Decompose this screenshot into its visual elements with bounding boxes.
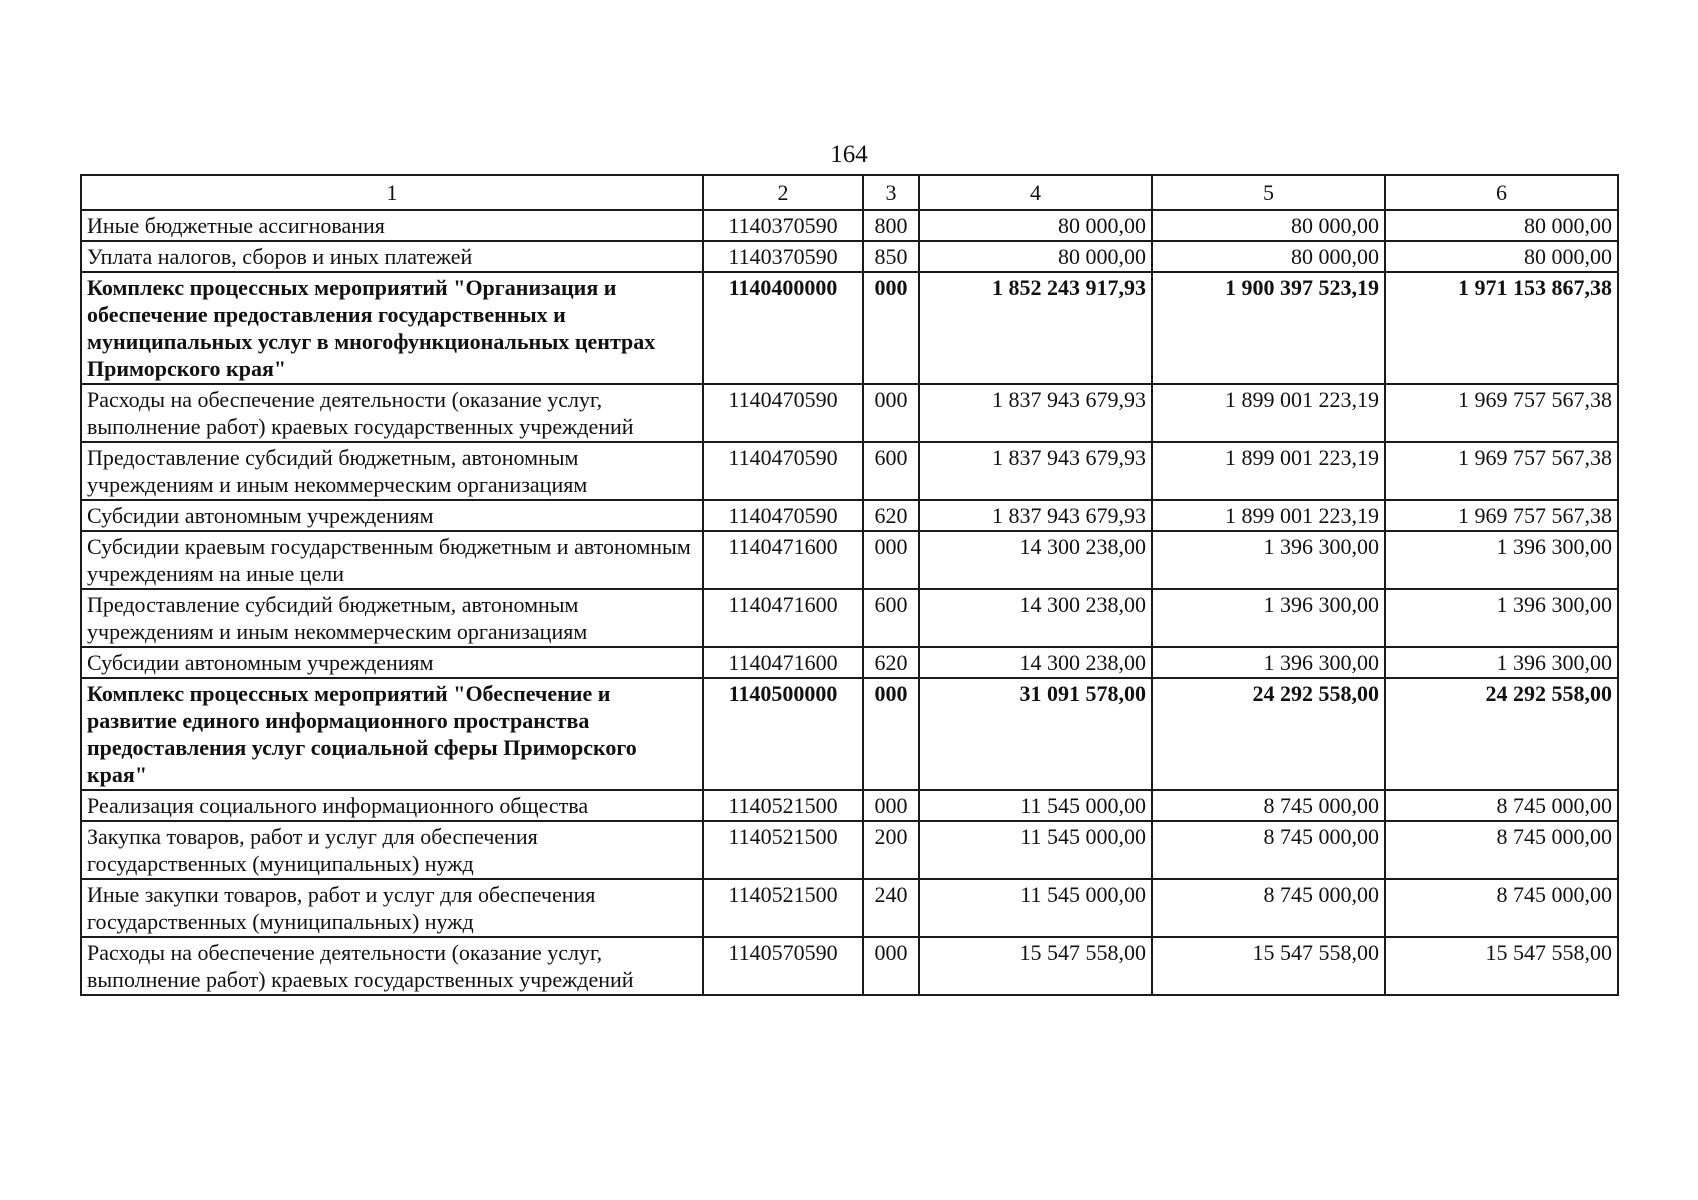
- row-expense-type: 600: [863, 589, 919, 647]
- table-row: [81, 879, 1618, 937]
- row-code: 1140470590: [703, 384, 863, 442]
- row-amount-col4: 14 300 238,00: [919, 647, 1152, 678]
- row-amount-col5: 8 745 000,00: [1152, 821, 1385, 879]
- row-expense-type: 620: [863, 647, 919, 678]
- row-expense-type: 850: [863, 241, 919, 272]
- row-name: Реализация социального информационного общества: [81, 790, 703, 821]
- row-amount-col4: 1 837 943 679,93: [919, 500, 1152, 531]
- row-name: Комплекс процессных мероприятий "Обеспечение и развитие единого информационного пространства предоставления услуг социальной сферы Приморского края": [81, 678, 703, 790]
- row-amount-col4: 1 837 943 679,93: [919, 384, 1152, 442]
- table-row: [81, 442, 1618, 500]
- row-code: 1140470590: [703, 442, 863, 500]
- row-amount-col5: 1 899 001 223,19: [1152, 500, 1385, 531]
- page-number: 164: [830, 141, 868, 168]
- table-row: [81, 647, 1618, 678]
- row-amount-col5: 1 396 300,00: [1152, 531, 1385, 589]
- row-amount-col4: 80 000,00: [919, 210, 1152, 241]
- row-code: 1140521500: [703, 790, 863, 821]
- row-name: Иные бюджетные ассигнования: [81, 210, 703, 241]
- row-amount-col4: 11 545 000,00: [919, 821, 1152, 879]
- table-row: [81, 589, 1618, 647]
- row-amount-col5: 1 900 397 523,19: [1152, 272, 1385, 384]
- row-name: Предоставление субсидий бюджетным, автономным учреждениям и иным некоммерческим организациям: [81, 442, 703, 500]
- table-row: [81, 678, 1618, 790]
- row-name: Расходы на обеспечение деятельности (оказание услуг, выполнение работ) краевых государственных учреждений: [81, 384, 703, 442]
- table-row: [81, 384, 1618, 442]
- table-body: [81, 210, 1618, 995]
- row-amount-col5: 80 000,00: [1152, 241, 1385, 272]
- row-amount-col4: 11 545 000,00: [919, 879, 1152, 937]
- row-amount-col5: 8 745 000,00: [1152, 790, 1385, 821]
- row-expense-type: 000: [863, 384, 919, 442]
- row-code: 1140500000: [703, 678, 863, 790]
- row-code: 1140471600: [703, 647, 863, 678]
- row-name: Иные закупки товаров, работ и услуг для обеспечения государственных (муниципальных) нужд: [81, 879, 703, 937]
- table-row: [81, 790, 1618, 821]
- column-header-3: 3: [863, 175, 919, 210]
- row-amount-col6: 1 396 300,00: [1385, 531, 1618, 589]
- row-amount-col4: 31 091 578,00: [919, 678, 1152, 790]
- row-amount-col4: 15 547 558,00: [919, 937, 1152, 995]
- row-amount-col4: 1 837 943 679,93: [919, 442, 1152, 500]
- row-code: 1140521500: [703, 821, 863, 879]
- row-amount-col5: 80 000,00: [1152, 210, 1385, 241]
- row-amount-col6: 15 547 558,00: [1385, 937, 1618, 995]
- row-name: Комплекс процессных мероприятий "Организация и обеспечение предоставления государственных и муниципальных услуг в многофункциональных центрах Приморского края": [81, 272, 703, 384]
- row-amount-col6: 1 396 300,00: [1385, 647, 1618, 678]
- row-amount-col5: 24 292 558,00: [1152, 678, 1385, 790]
- row-code: 1140370590: [703, 210, 863, 241]
- row-code: 1140570590: [703, 937, 863, 995]
- row-code: 1140400000: [703, 272, 863, 384]
- row-amount-col5: 1 396 300,00: [1152, 647, 1385, 678]
- table-row: [81, 821, 1618, 879]
- row-amount-col5: 1 899 001 223,19: [1152, 442, 1385, 500]
- row-expense-type: 000: [863, 790, 919, 821]
- row-amount-col6: 8 745 000,00: [1385, 879, 1618, 937]
- table-row: [81, 241, 1618, 272]
- column-header-4: 4: [919, 175, 1152, 210]
- column-header-1: 1: [81, 175, 703, 210]
- row-amount-col6: 8 745 000,00: [1385, 790, 1618, 821]
- row-amount-col6: 1 971 153 867,38: [1385, 272, 1618, 384]
- table-row: [81, 531, 1618, 589]
- row-code: 1140471600: [703, 589, 863, 647]
- row-expense-type: 200: [863, 821, 919, 879]
- row-expense-type: 240: [863, 879, 919, 937]
- row-expense-type: 000: [863, 272, 919, 384]
- row-name: Закупка товаров, работ и услуг для обеспечения государственных (муниципальных) нужд: [81, 821, 703, 879]
- row-amount-col6: 24 292 558,00: [1385, 678, 1618, 790]
- row-amount-col4: 1 852 243 917,93: [919, 272, 1152, 384]
- table-row: [81, 500, 1618, 531]
- row-code: 1140370590: [703, 241, 863, 272]
- row-expense-type: 800: [863, 210, 919, 241]
- row-amount-col4: 14 300 238,00: [919, 589, 1152, 647]
- row-amount-col6: 1 969 757 567,38: [1385, 442, 1618, 500]
- row-code: 1140470590: [703, 500, 863, 531]
- table-row: [81, 937, 1618, 995]
- row-amount-col4: 14 300 238,00: [919, 531, 1152, 589]
- row-name: Субсидии краевым государственным бюджетным и автономным учреждениям на иные цели: [81, 531, 703, 589]
- row-code: 1140521500: [703, 879, 863, 937]
- column-header-5: 5: [1152, 175, 1385, 210]
- row-amount-col6: 80 000,00: [1385, 210, 1618, 241]
- row-name: Уплата налогов, сборов и иных платежей: [81, 241, 703, 272]
- column-header-6: 6: [1385, 175, 1618, 210]
- table-row: [81, 272, 1618, 384]
- row-amount-col6: 1 396 300,00: [1385, 589, 1618, 647]
- budget-table: [80, 174, 1619, 996]
- row-amount-col4: 80 000,00: [919, 241, 1152, 272]
- row-amount-col5: 15 547 558,00: [1152, 937, 1385, 995]
- row-expense-type: 600: [863, 442, 919, 500]
- column-header-2: 2: [703, 175, 863, 210]
- row-amount-col6: 1 969 757 567,38: [1385, 384, 1618, 442]
- row-name: Субсидии автономным учреждениям: [81, 647, 703, 678]
- row-name: Предоставление субсидий бюджетным, автономным учреждениям и иным некоммерческим организациям: [81, 589, 703, 647]
- table-row: [81, 210, 1618, 241]
- row-expense-type: 000: [863, 937, 919, 995]
- row-amount-col5: 1 396 300,00: [1152, 589, 1385, 647]
- row-amount-col4: 11 545 000,00: [919, 790, 1152, 821]
- row-amount-col6: 8 745 000,00: [1385, 821, 1618, 879]
- row-amount-col6: 1 969 757 567,38: [1385, 500, 1618, 531]
- row-expense-type: 000: [863, 531, 919, 589]
- row-expense-type: 000: [863, 678, 919, 790]
- row-name: Субсидии автономным учреждениям: [81, 500, 703, 531]
- row-name: Расходы на обеспечение деятельности (оказание услуг, выполнение работ) краевых государственных учреждений: [81, 937, 703, 995]
- header-row: [81, 175, 1618, 210]
- row-amount-col5: 8 745 000,00: [1152, 879, 1385, 937]
- row-amount-col6: 80 000,00: [1385, 241, 1618, 272]
- row-expense-type: 620: [863, 500, 919, 531]
- row-amount-col5: 1 899 001 223,19: [1152, 384, 1385, 442]
- row-code: 1140471600: [703, 531, 863, 589]
